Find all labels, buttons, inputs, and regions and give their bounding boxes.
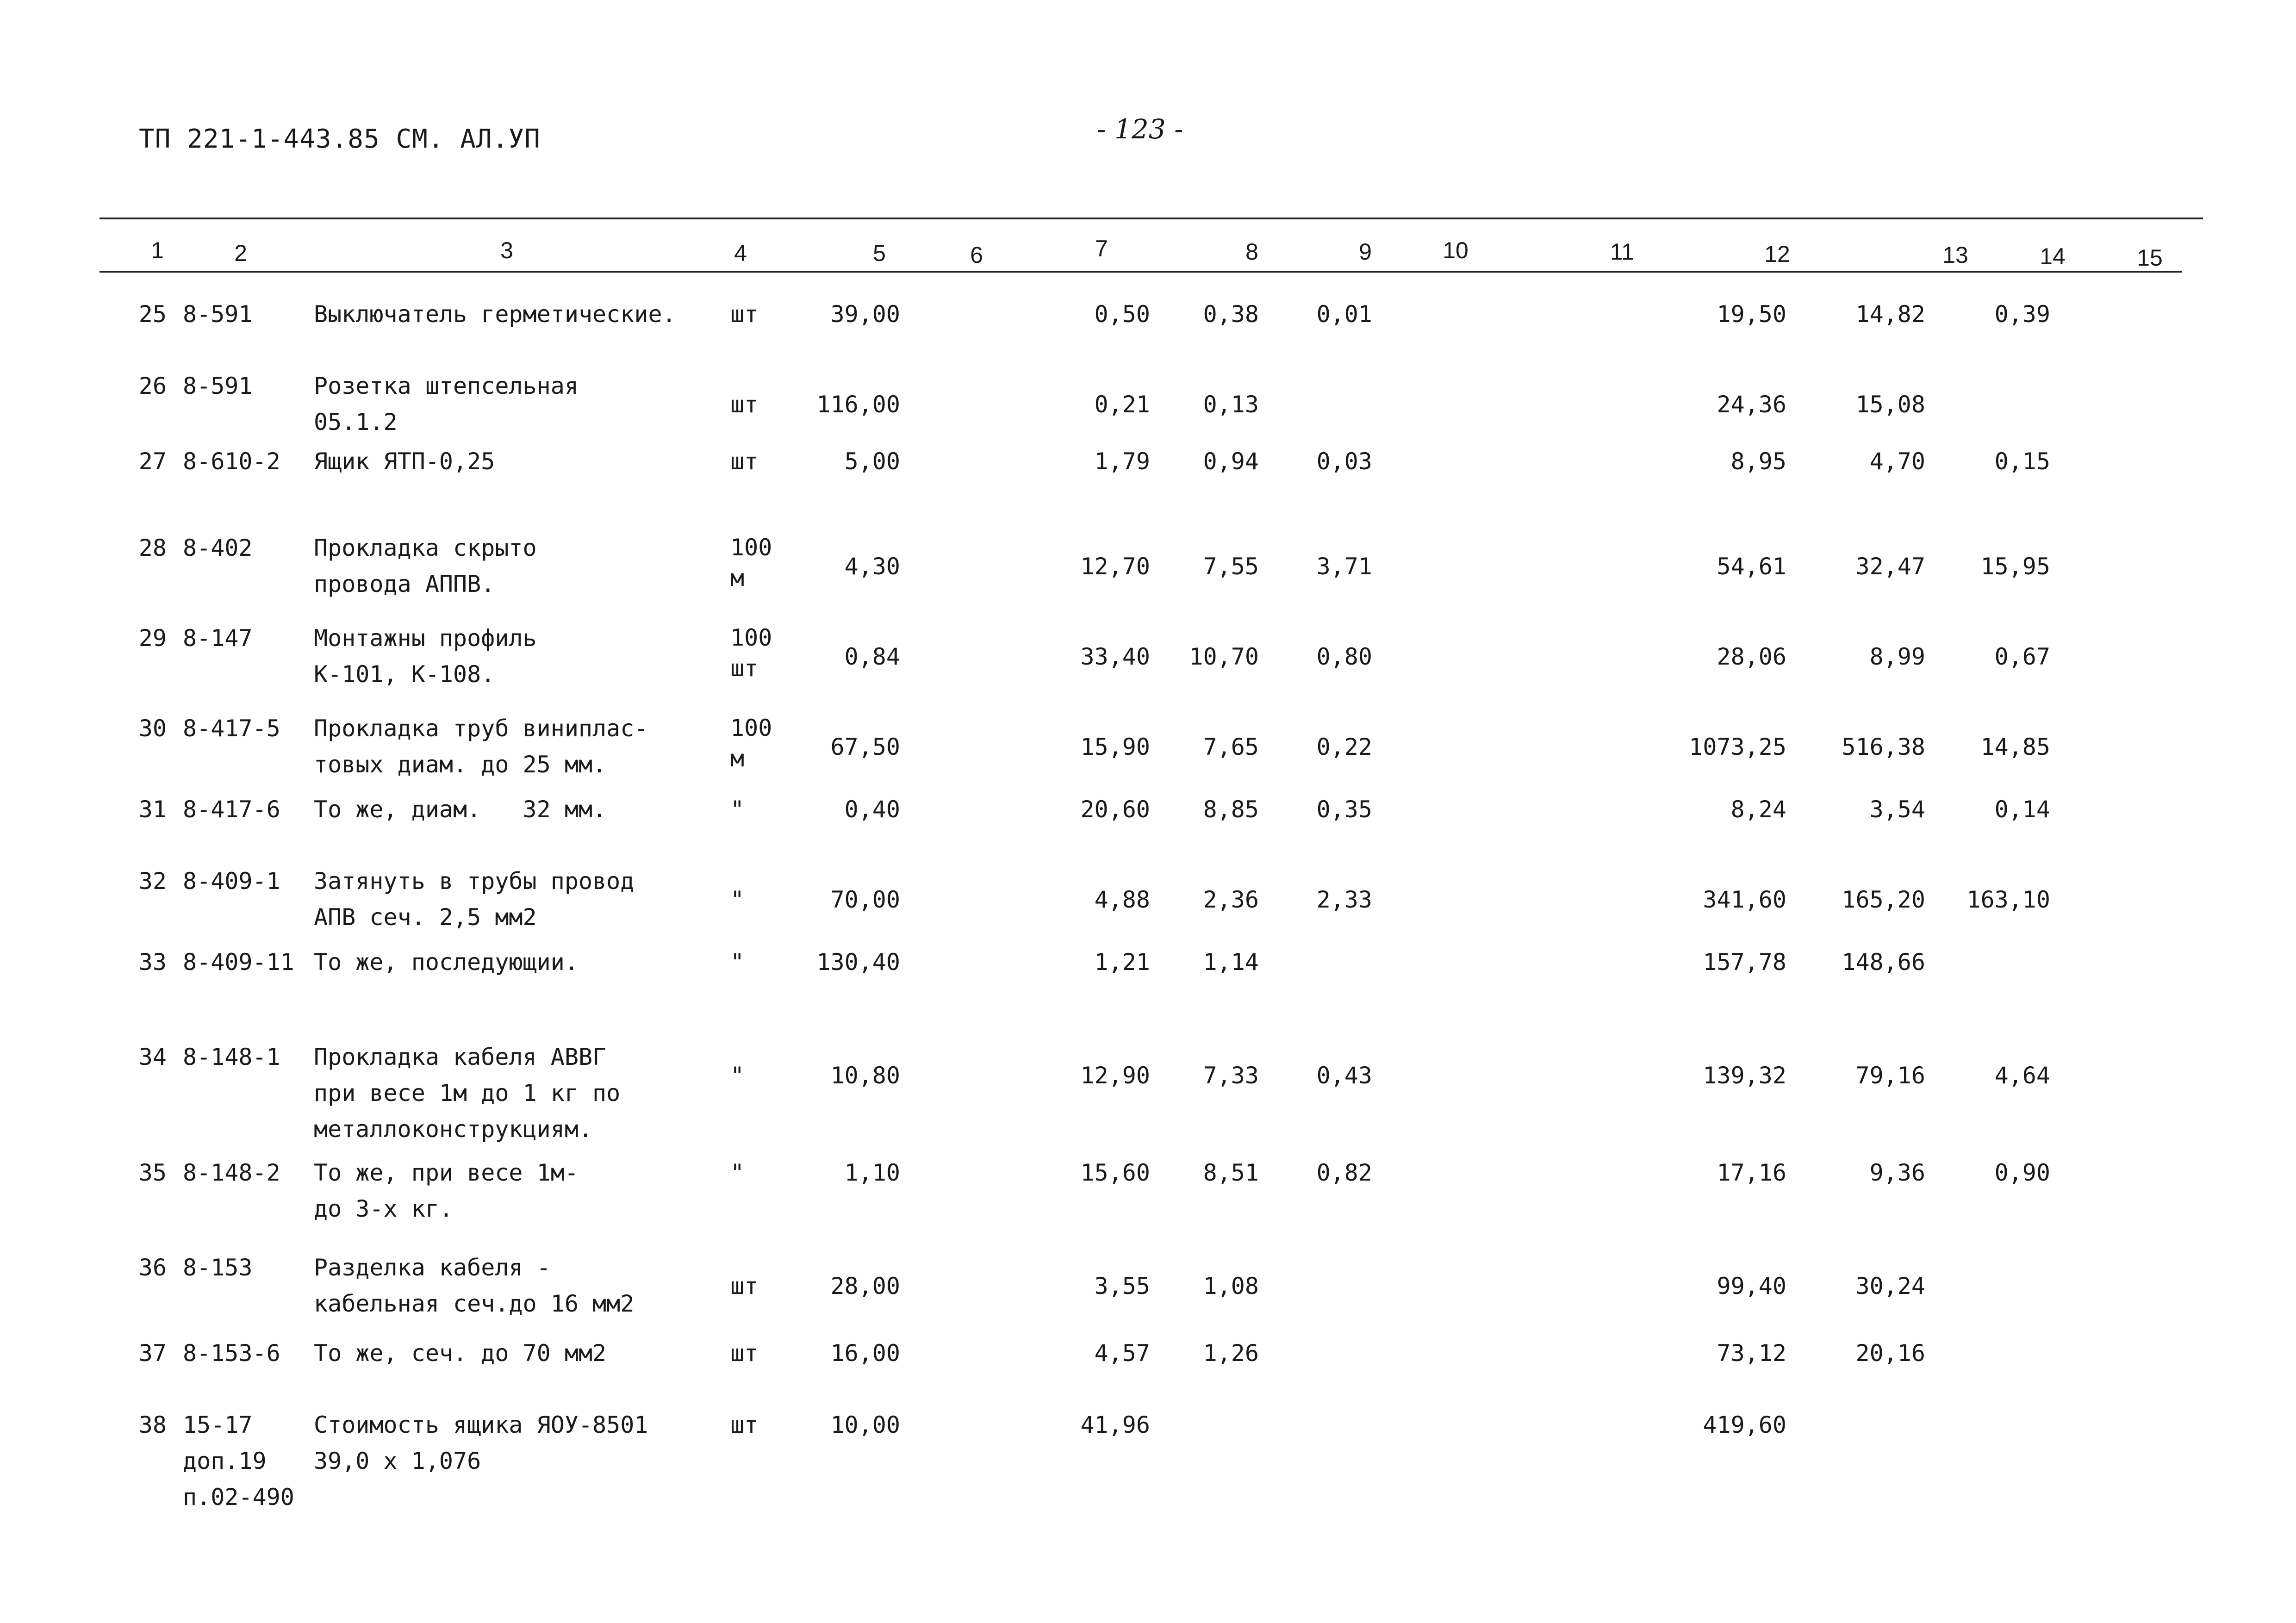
cell-c7: 1,21 [1094,949,1150,976]
cell-qty: 10,80 [830,1062,900,1089]
cell-qty: 0,84 [844,643,900,670]
cell-code: 8-148-2 [183,1159,280,1186]
cell-n: 29 [138,625,167,652]
cell-name: Монтажны профиль К-101, К-108. [314,625,537,688]
cell-c13: 79,16 [1855,1062,1925,1089]
cell-c13: 14,82 [1855,301,1925,328]
cell-c7: 20,60 [1080,796,1150,823]
cell-unit: " [730,1062,745,1089]
cell-n: 37 [138,1340,167,1367]
cell-qty: 10,00 [830,1412,900,1438]
cell-name: Ящик ЯТП-0,25 [314,448,495,475]
cell-c7: 12,70 [1080,553,1150,580]
cell-code: 8-148-1 [183,1044,280,1070]
cell-c9: 0,35 [1316,796,1372,823]
cell-c7: 0,50 [1094,301,1150,328]
cell-c9: 0,01 [1316,301,1372,328]
cell-n: 33 [138,949,167,976]
cell-c8: 7,65 [1203,734,1259,760]
cell-c12: 8,24 [1730,796,1786,823]
cell-qty: 0,40 [844,796,900,823]
cell-c7: 4,88 [1094,886,1150,913]
cell-c9: 0,80 [1316,643,1372,670]
cell-c13: 3,54 [1869,796,1925,823]
cell-c12: 54,61 [1717,553,1786,580]
column-header-7: 7 [1095,236,1108,261]
cell-n: 26 [138,373,167,399]
column-header-10: 10 [1443,237,1468,263]
cell-c8: 8,85 [1203,796,1259,823]
cell-c7: 15,60 [1080,1159,1150,1186]
cell-name: Розетка штепсельная 05.1.2 [314,373,579,435]
cell-c13: 32,47 [1855,553,1925,580]
cell-name: Прокладка скрыто провода АППВ. [314,535,537,597]
cell-n: 34 [138,1044,167,1070]
cell-c7: 0,21 [1094,391,1150,418]
cell-c14: 15,95 [1980,553,2050,580]
cell-qty: 39,00 [830,301,900,328]
cell-c7: 12,90 [1080,1062,1150,1089]
cell-c7: 1,79 [1094,448,1150,475]
cell-qty: 116,00 [816,391,900,418]
cell-qty: 70,00 [830,886,900,913]
cell-n: 36 [138,1254,167,1281]
cell-c12: 139,32 [1703,1062,1786,1089]
cell-c14: 163,10 [1966,886,2050,913]
cell-code: 8-153-6 [183,1340,280,1367]
cell-c13: 9,36 [1869,1159,1925,1186]
cell-code: 8-610-2 [183,448,280,475]
cell-c8: 10,70 [1189,643,1259,670]
cell-code: 15-17 доп.19 п.02-490 [183,1412,294,1511]
table-header-rule [100,271,2182,273]
cell-c12: 19,50 [1717,301,1786,328]
cell-qty: 130,40 [816,949,900,976]
cell-unit: 100 м [730,534,772,591]
cell-name: То же, сеч. до 70 мм2 [314,1340,607,1367]
cell-qty: 28,00 [830,1273,900,1300]
cell-c14: 14,85 [1980,734,2050,760]
column-header-4: 4 [734,240,747,266]
column-header-13: 13 [1942,242,1968,268]
cell-n: 28 [138,535,167,561]
page-number: - 123 - [1097,113,1183,145]
cell-c8: 0,13 [1203,391,1259,418]
cell-unit: " [730,796,745,823]
cell-unit: шт [730,301,759,328]
cell-c14: 0,67 [1994,643,2050,670]
column-header-1: 1 [151,237,164,263]
column-header-3: 3 [500,237,513,263]
cell-n: 25 [138,301,167,328]
cell-name: Разделка кабеля - кабельная сеч.до 16 мм2 [314,1254,635,1317]
cell-n: 31 [138,796,167,823]
cell-n: 32 [138,868,167,895]
cell-code: 8-409-11 [183,949,294,976]
cell-c9: 0,82 [1316,1159,1372,1186]
cell-code: 8-402 [183,535,253,561]
cell-name: Выключатель герметические. [314,301,676,328]
cell-qty: 16,00 [830,1340,900,1367]
column-header-8: 8 [1245,239,1258,265]
cell-c9: 0,22 [1316,734,1372,760]
column-header-2: 2 [234,240,247,266]
column-header-11: 11 [1610,239,1634,265]
cell-c12: 157,78 [1703,949,1786,976]
cell-c9: 3,71 [1316,553,1372,580]
cell-c12: 73,12 [1717,1340,1786,1367]
cell-code: 8-147 [183,625,253,652]
column-header-14: 14 [2040,243,2066,269]
cell-unit: шт [730,1273,759,1300]
cell-code: 8-417-5 [183,715,280,742]
cell-unit: шт [730,391,759,418]
cell-c13: 165,20 [1842,886,1925,913]
cell-unit: " [730,1159,745,1186]
cell-c13: 516,38 [1842,734,1925,760]
cell-unit: шт [730,1340,759,1367]
cell-qty: 4,30 [844,553,900,580]
document-code: ТП 221-1-443.85 СМ. АЛ.УП [139,124,541,154]
cell-name: Затянуть в трубы провод АПВ сеч. 2,5 мм2 [314,868,635,931]
cell-c8: 1,26 [1203,1340,1259,1367]
cell-c13: 8,99 [1869,643,1925,670]
cell-c8: 2,36 [1203,886,1259,913]
cell-name: То же, последующии. [314,949,579,976]
cell-c12: 24,36 [1717,391,1786,418]
cell-qty: 67,50 [830,734,900,760]
cell-c8: 8,51 [1203,1159,1259,1186]
cell-c8: 0,38 [1203,301,1259,328]
cell-c12: 17,16 [1717,1159,1786,1186]
cell-c14: 0,15 [1994,448,2050,475]
cell-c13: 4,70 [1869,448,1925,475]
cell-c12: 28,06 [1717,643,1786,670]
cell-c8: 7,55 [1203,553,1259,580]
cell-name: Прокладка кабеля АВВГ при весе 1м до 1 кг по металлоконструкциям. [314,1044,621,1143]
cell-code: 8-417-6 [183,796,280,823]
cell-name: Прокладка труб виниплас- товых диам. до 25 мм. [314,715,648,778]
cell-c8: 0,94 [1203,448,1259,475]
cell-unit: шт [730,448,759,475]
cell-qty: 5,00 [844,448,900,475]
cell-code: 8-409-1 [183,868,280,895]
cell-c13: 148,66 [1842,949,1925,976]
column-header-5: 5 [873,240,886,266]
cell-n: 35 [138,1159,167,1186]
cell-c13: 20,16 [1855,1340,1925,1367]
cell-c9: 0,43 [1316,1062,1372,1089]
cell-unit: " [730,886,745,913]
cell-c7: 15,90 [1080,734,1150,760]
cell-c7: 3,55 [1094,1273,1150,1300]
cell-c14: 0,14 [1994,796,2050,823]
cell-name: То же, при весе 1м- до 3-х кг. [314,1159,579,1222]
cell-code: 8-591 [183,373,253,399]
cell-c8: 7,33 [1203,1062,1259,1089]
cell-c14: 4,64 [1994,1062,2050,1089]
cell-c7: 33,40 [1080,643,1150,670]
cell-n: 38 [138,1412,167,1438]
column-header-15: 15 [2137,245,2163,271]
cell-c14: 0,90 [1994,1159,2050,1186]
table-top-rule [100,218,2203,219]
column-header-9: 9 [1359,239,1372,265]
cell-unit: 100 м [730,715,772,772]
cell-n: 27 [138,448,167,475]
cell-c7: 4,57 [1094,1340,1150,1367]
cell-c9: 2,33 [1316,886,1372,913]
cell-c12: 99,40 [1717,1273,1786,1300]
cell-c12: 419,60 [1703,1412,1786,1438]
cell-name: То же, диам. 32 мм. [314,796,607,823]
cell-c9: 0,03 [1316,448,1372,475]
cell-code: 8-591 [183,301,253,328]
cell-name: Стоимость ящика ЯОУ-8501 39,0 х 1,076 [314,1412,648,1474]
cell-unit: шт [730,1412,759,1438]
cell-unit: " [730,949,745,976]
cell-c12: 1073,25 [1689,734,1786,760]
cell-c13: 15,08 [1855,391,1925,418]
cell-c13: 30,24 [1855,1273,1925,1300]
column-header-6: 6 [970,242,983,268]
cell-n: 30 [138,715,167,742]
cell-c12: 8,95 [1730,448,1786,475]
cell-c7: 41,96 [1080,1412,1150,1438]
cell-qty: 1,10 [844,1159,900,1186]
cell-unit: 100 шт [730,624,772,682]
cell-code: 8-153 [183,1254,253,1281]
cell-c14: 0,39 [1994,301,2050,328]
cell-c8: 1,08 [1203,1273,1259,1300]
cell-c8: 1,14 [1203,949,1259,976]
column-header-12: 12 [1764,241,1790,267]
cell-c12: 341,60 [1703,886,1786,913]
